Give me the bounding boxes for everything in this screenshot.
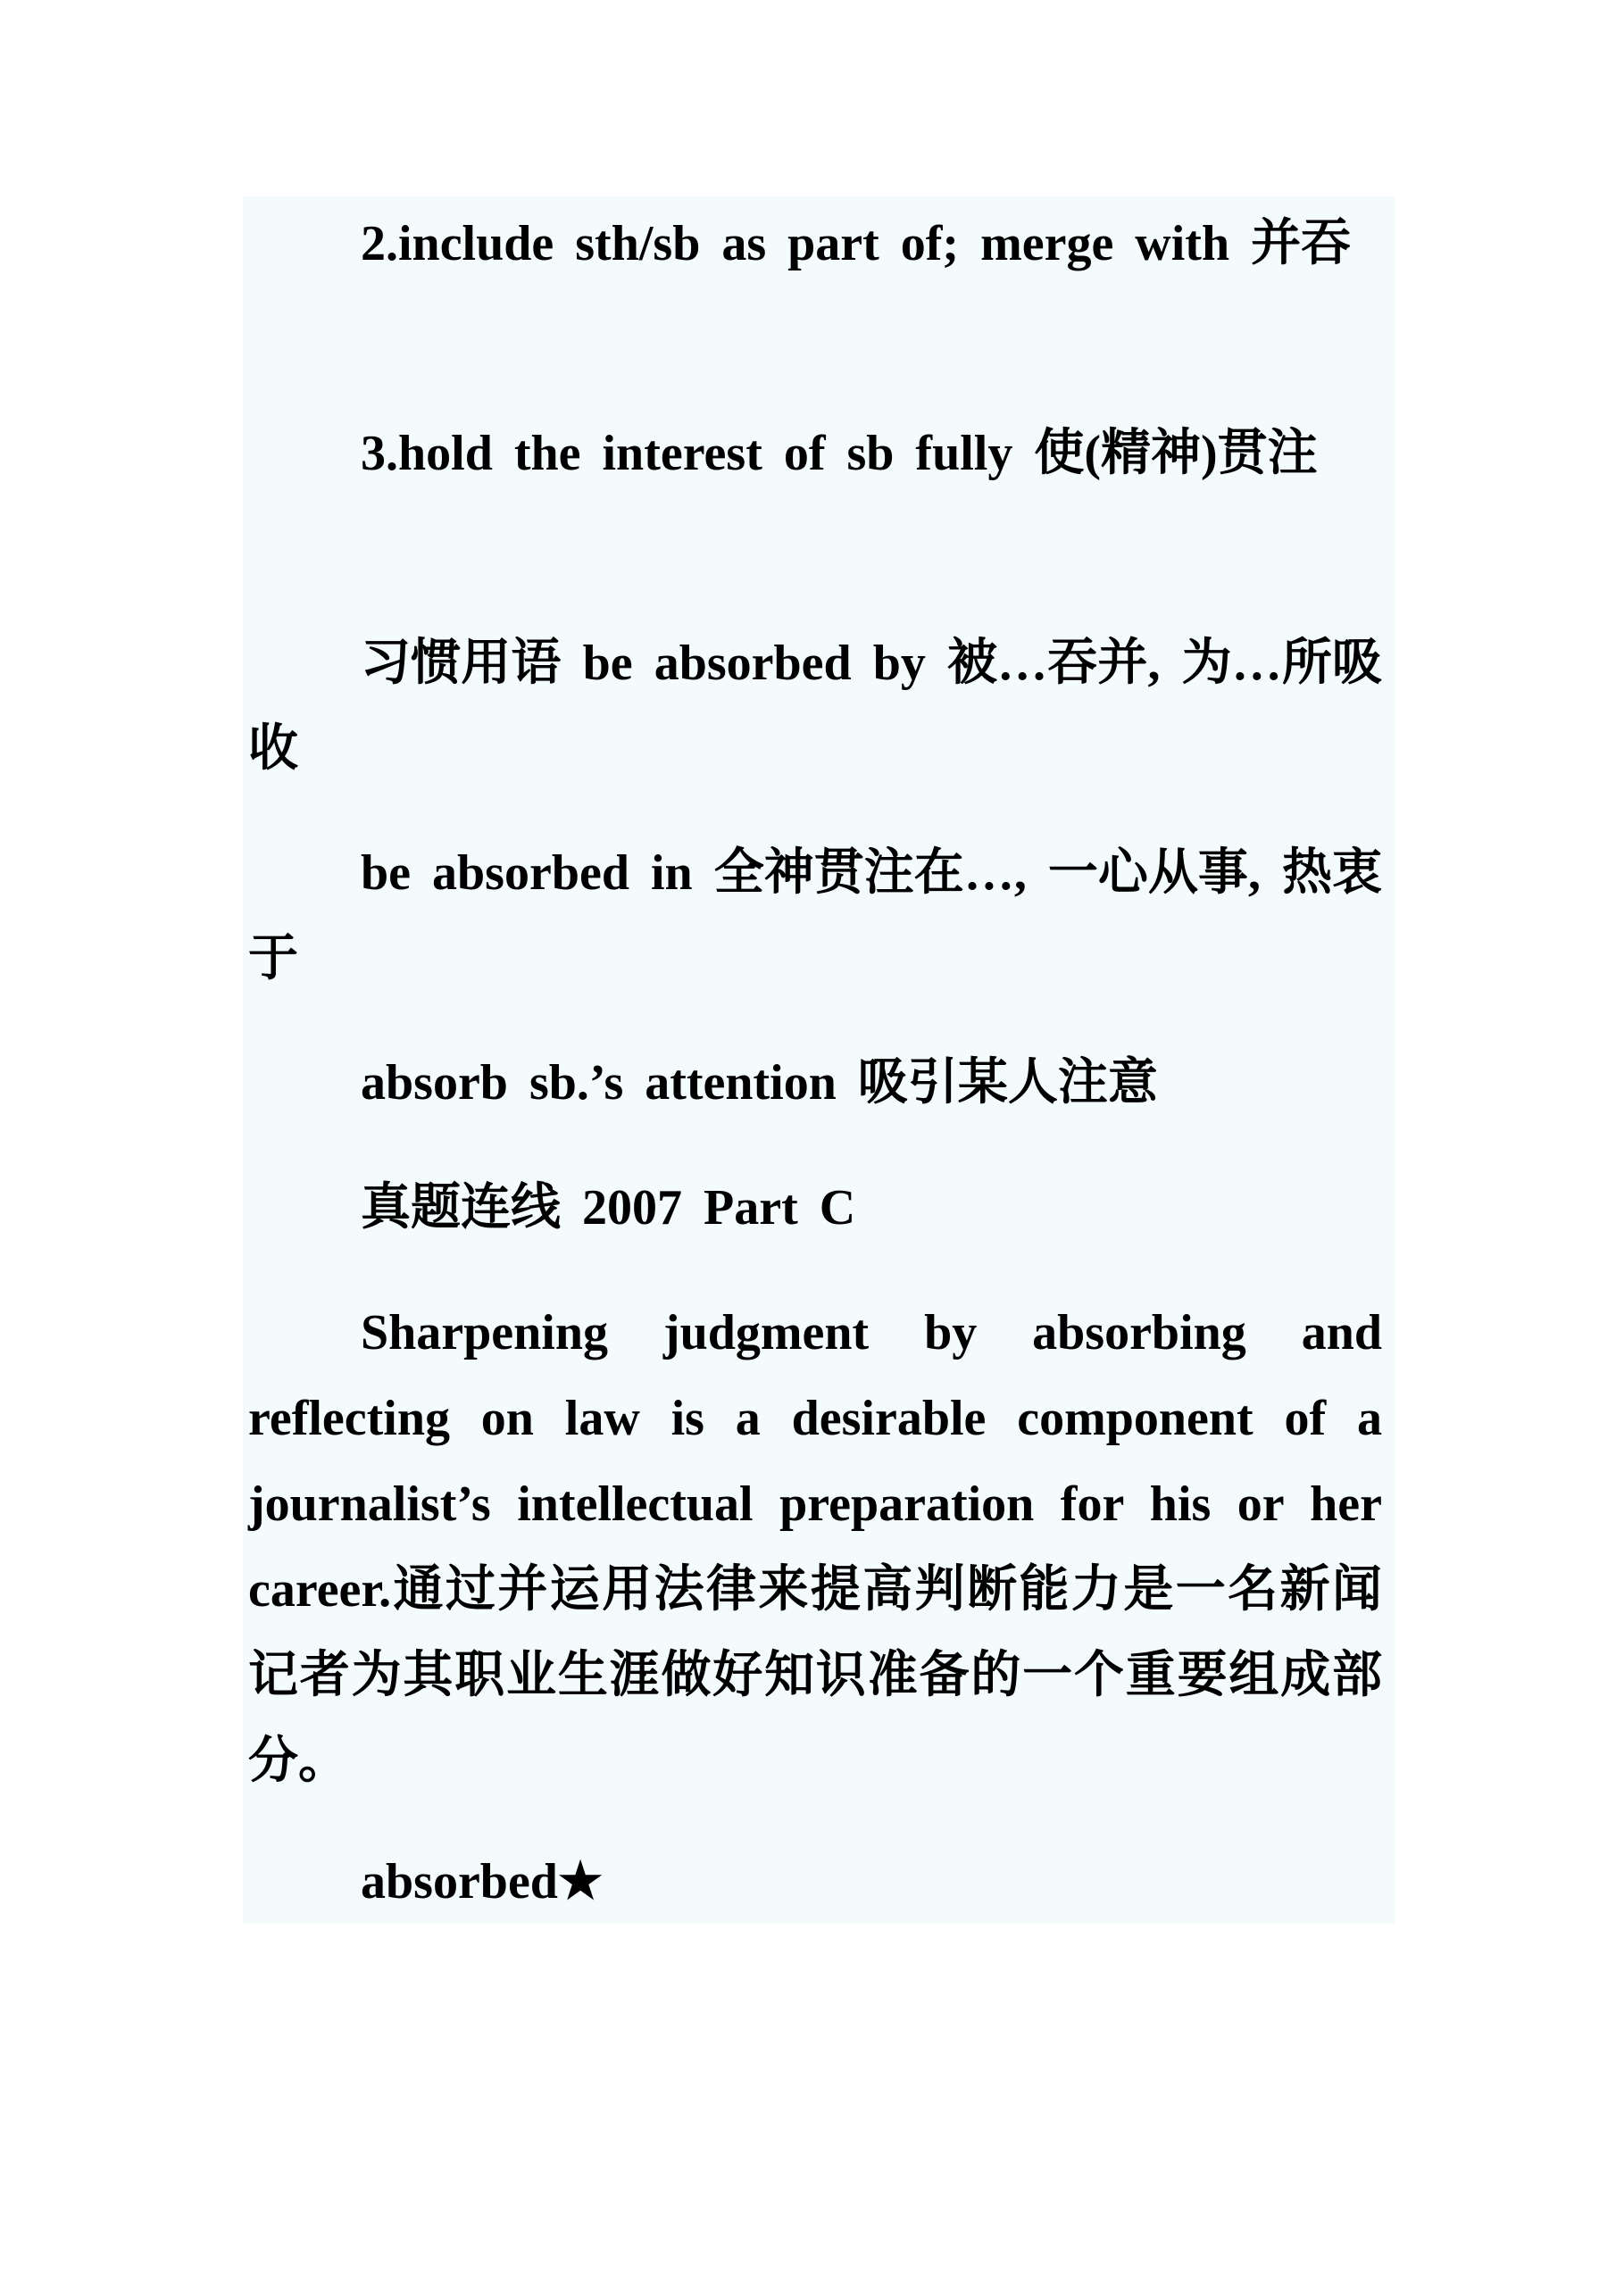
exam-reference-heading: 真题连线 2007 Part C bbox=[361, 1180, 856, 1235]
idiom-absorbed-in: be absorbed in 全神贯注在…, 一心从事, 热衷于 bbox=[248, 845, 1382, 986]
idiom-absorbed-by: 习惯用语 be absorbed by 被…吞并, 为…所吸收 bbox=[248, 636, 1382, 777]
headword-absorbed: absorbed★ bbox=[361, 1854, 604, 1909]
idiom-absorb-attention: absorb sb.’s attention 吸引某人注意 bbox=[361, 1055, 1158, 1111]
definition-2: 2.include sth/sb as part of; merge with 并吞 bbox=[361, 216, 1352, 271]
exam-example-sentence: Sharpening judgment by absorbing and reflecting on law is a desirable component of a journalist’s intellectual preparation for his or her career.通过并运用法律来提高判断能力是一名新闻记者为其职业生涯做好知识准备的一个重要组成部分。 bbox=[248, 1305, 1382, 1789]
definition-3: 3.hold the interest of sb fully 使(精神)贯注 bbox=[361, 426, 1318, 481]
